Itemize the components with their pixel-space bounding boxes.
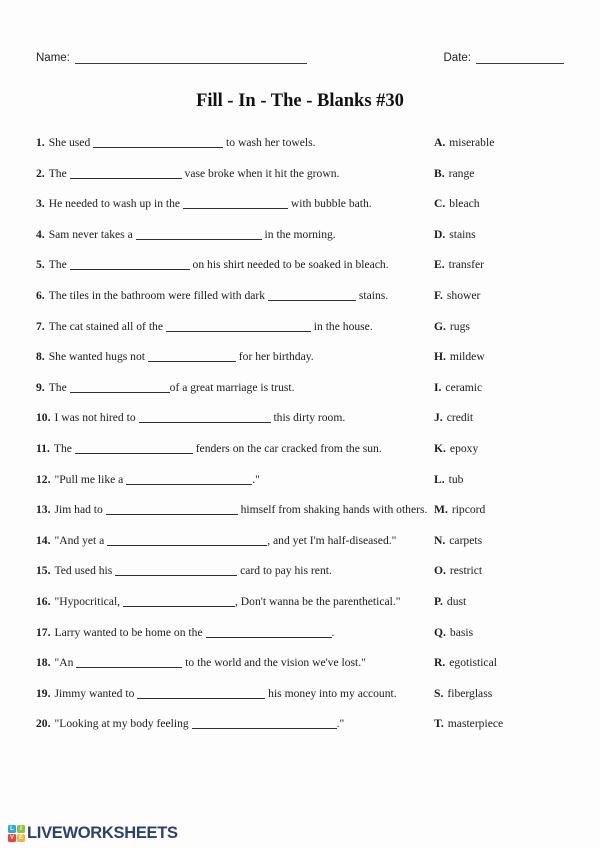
item-number: 9.: [36, 380, 45, 394]
item-number: 17.: [36, 625, 51, 639]
answer-option: [432, 596, 564, 608]
item-text-before-blank: The: [53, 441, 75, 455]
item-number: 18.: [36, 656, 51, 670]
item-number: 6.: [36, 288, 45, 302]
option-letter: C.: [434, 197, 446, 211]
item-text-before-blank: The: [48, 380, 70, 394]
answer-option: [432, 657, 564, 669]
answer-option: [432, 535, 564, 547]
item-sentence: [36, 535, 432, 547]
fill-in-blank[interactable]: [183, 198, 288, 209]
option-letter: T.: [434, 717, 444, 731]
item-text-after-blank: stains.: [355, 288, 389, 302]
item-text-after-blank: .: [331, 625, 335, 639]
item-text-before-blank: The: [48, 258, 70, 272]
option-letter: M.: [434, 503, 448, 517]
item-text-before-blank: "An: [54, 656, 77, 670]
item-number: 1.: [36, 136, 45, 149]
item-sentence: [36, 198, 432, 210]
fill-in-blank[interactable]: [139, 412, 271, 423]
answer-option: [432, 137, 564, 149]
option-word: carpets: [449, 533, 483, 547]
fill-in-blank[interactable]: [206, 627, 332, 638]
option-word: fiberglass: [447, 686, 493, 700]
answer-option: [432, 259, 564, 271]
option-letter: B.: [434, 166, 445, 180]
name-blank-line[interactable]: [75, 52, 307, 64]
footer: [8, 824, 178, 843]
item-text-before-blank: Ted used his: [54, 564, 116, 578]
item-text-after-blank: .": [252, 472, 260, 486]
item-sentence: [36, 718, 432, 730]
option-word: dust: [446, 594, 467, 608]
item-text-after-blank: on his shirt needed to be soaked in bleach.: [189, 258, 389, 272]
worksheet-item-row: [36, 688, 564, 700]
item-text-before-blank: "Looking at my body feeling: [54, 717, 192, 731]
item-sentence: [36, 688, 432, 700]
option-letter: A.: [434, 136, 446, 149]
item-number: 5.: [36, 258, 45, 272]
answer-option: [432, 718, 564, 730]
date-blank-line[interactable]: [476, 52, 564, 64]
fill-in-blank[interactable]: [136, 229, 262, 240]
item-text-before-blank: "And yet a: [54, 533, 108, 547]
item-number: 4.: [36, 227, 45, 241]
worksheet-item-row: [36, 259, 564, 271]
item-sentence: [36, 259, 432, 271]
worksheet-item-row: [36, 627, 564, 639]
option-word: ripcord: [451, 503, 486, 517]
worksheet-item-row: [36, 565, 564, 577]
fill-in-blank[interactable]: [75, 443, 193, 454]
item-text-after-blank: himself from shaking hands with others.: [237, 503, 428, 517]
worksheet-item-row: [36, 412, 564, 424]
logo-square-l: L: [8, 825, 16, 833]
answer-option: [432, 474, 564, 486]
option-word: restrict: [449, 564, 483, 578]
option-letter: D.: [434, 227, 446, 241]
option-letter: H.: [434, 350, 446, 364]
option-letter: S.: [434, 686, 444, 700]
item-sentence: [36, 351, 432, 363]
option-letter: I.: [434, 380, 442, 394]
item-sentence: [36, 443, 432, 455]
logo-square-i: I: [17, 825, 25, 833]
option-letter: N.: [434, 533, 446, 547]
item-text-after-blank: this dirty room.: [270, 411, 346, 425]
worksheet-item-row: [36, 137, 564, 149]
item-text-after-blank: .": [336, 717, 345, 731]
option-letter: R.: [434, 656, 446, 670]
option-letter: L.: [434, 472, 445, 486]
worksheet-item-row: [36, 474, 564, 486]
worksheet-item-row: [36, 351, 564, 363]
item-text-before-blank: The tiles in the bathroom were filled with dark: [48, 288, 268, 302]
answer-option: [432, 688, 564, 700]
item-text-before-blank: She used: [48, 136, 94, 149]
item-text-after-blank: to wash her towels.: [223, 136, 316, 149]
item-text-after-blank: his money into my account.: [265, 686, 397, 700]
option-word: tub: [448, 472, 464, 486]
fill-in-blank[interactable]: [126, 474, 252, 485]
answer-option: [432, 229, 564, 241]
item-text-before-blank: He needed to wash up in the: [48, 197, 183, 211]
item-number: 2.: [36, 166, 45, 180]
option-word: mildew: [449, 350, 485, 364]
item-text-before-blank: "Pull me like a: [54, 472, 127, 486]
item-text-after-blank: , and yet I'm half-diseased.": [267, 533, 397, 547]
item-number: 19.: [36, 686, 51, 700]
item-text-before-blank: Jimmy wanted to: [54, 686, 138, 700]
worksheet-item-row: [36, 198, 564, 210]
name-label: Name:: [36, 52, 70, 64]
option-word: ceramic: [445, 380, 483, 394]
item-text-after-blank: vase broke when it hit the grown.: [181, 166, 340, 180]
option-word: credit: [446, 411, 474, 425]
fill-in-blank[interactable]: [106, 504, 238, 515]
option-letter: G.: [434, 319, 446, 333]
item-text-before-blank: The: [48, 166, 70, 180]
item-number: 10.: [36, 411, 51, 425]
item-text-after-blank: with bubble bath.: [287, 197, 372, 211]
option-word: bleach: [449, 197, 480, 211]
answer-option: [432, 382, 564, 394]
item-sentence: [36, 168, 432, 180]
option-letter: K.: [434, 441, 446, 455]
item-sentence: [36, 474, 432, 486]
item-sentence: [36, 657, 432, 669]
worksheet-item-row: [36, 168, 564, 180]
option-word: epoxy: [449, 441, 479, 455]
worksheet-item-row: [36, 321, 564, 333]
item-number: 15.: [36, 564, 51, 578]
item-number: 7.: [36, 319, 45, 333]
liveworksheets-logo-icon: [8, 825, 25, 842]
item-number: 20.: [36, 717, 51, 731]
option-letter: O.: [434, 564, 446, 578]
item-sentence: [36, 412, 432, 424]
worksheet-item-row: [36, 596, 564, 608]
worksheet-title: Fill - In - The - Blanks #30: [196, 91, 404, 111]
answer-option: [432, 351, 564, 363]
worksheet-item-row: [36, 718, 564, 730]
item-sentence: [36, 137, 432, 149]
item-text-before-blank: Jim had to: [54, 503, 106, 517]
fill-in-blank[interactable]: [115, 565, 237, 576]
fill-in-blank[interactable]: [107, 535, 267, 546]
item-sentence: [36, 504, 432, 516]
answer-option: [432, 443, 564, 455]
fill-in-blank[interactable]: [123, 596, 235, 607]
name-date-row: [36, 52, 564, 64]
worksheet-item-row: [36, 290, 564, 302]
item-text-after-blank: fenders on the car cracked from the sun.: [192, 441, 382, 455]
worksheet-item-row: [36, 535, 564, 547]
option-letter: Q.: [434, 625, 446, 639]
answer-option: [432, 321, 564, 333]
answer-option: [432, 412, 564, 424]
fill-in-blank[interactable]: [70, 382, 170, 393]
item-number: 14.: [36, 533, 51, 547]
logo-square-v: V: [9, 835, 14, 841]
answer-option: [432, 198, 564, 210]
answer-option: [432, 504, 564, 516]
item-sentence: [36, 290, 432, 302]
answer-option: [432, 168, 564, 180]
fill-in-blank[interactable]: [93, 137, 223, 148]
fill-in-blank[interactable]: [137, 688, 265, 699]
item-text-after-blank: to the world and the vision we've lost.": [182, 656, 366, 670]
option-word: shower: [446, 288, 481, 302]
option-word: rugs: [449, 319, 470, 333]
option-letter: E.: [434, 258, 445, 272]
item-text-after-blank: of a great marriage is trust.: [169, 380, 295, 394]
item-number: 13.: [36, 503, 51, 517]
worksheet-item-row: [36, 443, 564, 455]
option-word: egotistical: [449, 656, 497, 670]
answer-option: [432, 290, 564, 302]
option-letter: F.: [434, 288, 443, 302]
item-text-before-blank: Sam never takes a: [48, 227, 136, 241]
worksheet-item-row: [36, 382, 564, 394]
item-text-after-blank: for her birthday.: [235, 350, 314, 364]
item-sentence: [36, 382, 432, 394]
option-word: basis: [449, 625, 474, 639]
option-word: range: [448, 166, 475, 180]
item-sentence: [36, 565, 432, 577]
item-text-after-blank: , Don't wanna be the parenthetical.": [234, 594, 401, 608]
date-label: Date:: [443, 52, 471, 64]
item-sentence: [36, 596, 432, 608]
item-number: 3.: [36, 197, 45, 211]
item-number: 12.: [36, 472, 51, 486]
item-text-before-blank: "Hypocritical,: [54, 594, 123, 608]
items-list: [36, 137, 564, 730]
option-word: masterpiece: [447, 717, 504, 731]
item-number: 16.: [36, 594, 51, 608]
fill-in-blank[interactable]: [192, 718, 337, 729]
option-word: transfer: [448, 258, 485, 272]
worksheet-item-row: [36, 504, 564, 516]
item-number: 8.: [36, 350, 45, 364]
option-word: miserable: [449, 136, 495, 149]
answer-option: [432, 565, 564, 577]
worksheet-item-row: [36, 657, 564, 669]
worksheet-item-row: [36, 229, 564, 241]
item-text-before-blank: Larry wanted to be home on the: [54, 625, 206, 639]
fill-in-blank[interactable]: [268, 290, 356, 301]
item-text-before-blank: She wanted hugs not: [48, 350, 148, 364]
fill-in-blank[interactable]: [76, 657, 182, 668]
item-text-after-blank: in the house.: [310, 319, 373, 333]
fill-in-blank[interactable]: [70, 168, 182, 179]
liveworksheets-logo-text: LIVEWORKSHEETS: [27, 824, 178, 842]
fill-in-blank[interactable]: [70, 259, 190, 270]
option-letter: P.: [434, 594, 443, 608]
item-sentence: [36, 321, 432, 333]
option-word: stains: [449, 227, 476, 241]
item-text-after-blank: in the morning.: [261, 227, 336, 241]
item-sentence: [36, 229, 432, 241]
option-letter: J.: [434, 411, 443, 425]
logo-square-e: E: [18, 835, 23, 841]
fill-in-blank[interactable]: [166, 321, 311, 332]
item-number: 11.: [36, 441, 50, 455]
item-text-before-blank: I was not hired to: [54, 411, 139, 425]
item-sentence: [36, 627, 432, 639]
answer-option: [432, 627, 564, 639]
fill-in-blank[interactable]: [148, 351, 236, 362]
item-text-after-blank: card to pay his rent.: [237, 564, 332, 578]
item-text-before-blank: The cat stained all of the: [48, 319, 166, 333]
